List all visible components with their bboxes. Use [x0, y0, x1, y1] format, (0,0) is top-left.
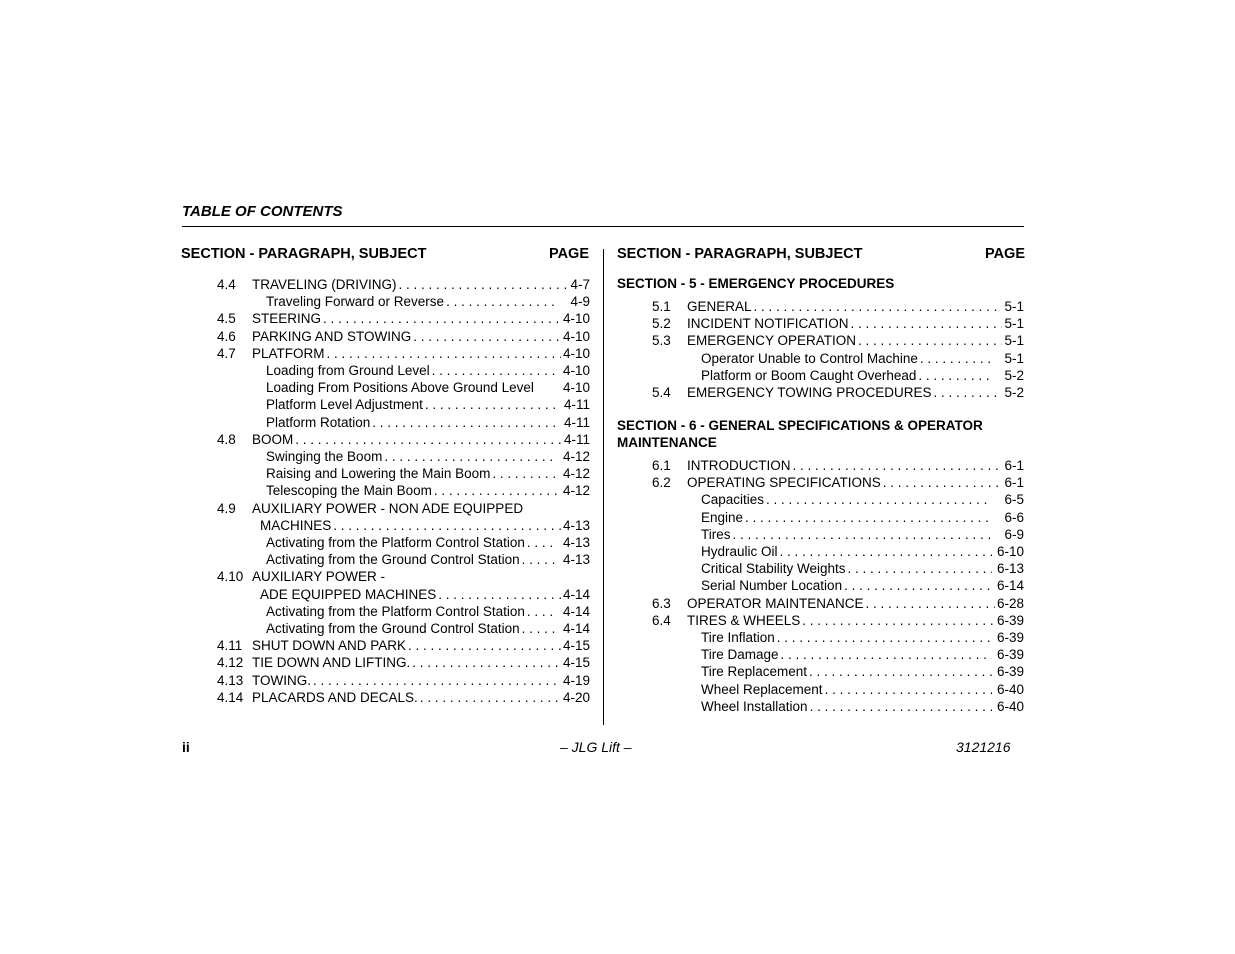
entry-title: Tire Damage [701, 647, 779, 663]
entry-page: 4-13 [562, 552, 590, 568]
toc-entry[interactable] [652, 298, 1024, 315]
toc-entry[interactable] [652, 384, 1024, 401]
entry-number: 6.3 [652, 595, 671, 611]
dot-leader [384, 448, 558, 465]
entry-title: GENERAL [687, 299, 752, 314]
entry-title: Telescoping the Main Boom [266, 483, 432, 499]
dot-leader [333, 517, 561, 534]
toc-entry[interactable] [217, 431, 590, 448]
entry-page: 4-15 [562, 638, 590, 654]
footer-doc-number: 3121216 [956, 739, 1011, 755]
entry-title: Serial Number Location [701, 578, 843, 594]
entry-page: 4-7 [570, 277, 590, 292]
entry-title: Operator Unable to Control Machine [701, 350, 918, 366]
dot-leader [777, 629, 992, 646]
entry-title: Loading from Ground Level [266, 363, 430, 378]
dot-leader [522, 551, 558, 568]
entry-page: 6-1 [1004, 458, 1024, 473]
dot-leader [793, 457, 1003, 474]
dot-leader [327, 345, 561, 362]
entry-title: TIE DOWN AND LIFTING. [252, 655, 411, 671]
spacer [523, 500, 590, 517]
dot-leader [848, 560, 992, 577]
entry-title: AUXILIARY POWER - [252, 569, 386, 585]
dot-leader [295, 431, 562, 448]
entry-title: TOWING. [252, 672, 311, 688]
toc-entry[interactable] [217, 328, 590, 345]
entry-page: 4-10 [562, 328, 590, 344]
toc-entry[interactable] [217, 551, 590, 568]
dot-leader [527, 534, 558, 551]
toc-entry[interactable] [217, 310, 590, 327]
entry-title: Swinging the Boom [266, 449, 383, 464]
dot-leader [432, 362, 558, 379]
spacer [534, 379, 560, 396]
toc-entry[interactable] [652, 509, 1024, 526]
dot-leader [851, 315, 1003, 332]
entry-title: Tire Inflation [701, 630, 775, 645]
dot-leader [745, 509, 992, 526]
subject-header: SECTION - PARAGRAPH, SUBJECT [617, 246, 863, 262]
dot-leader [522, 620, 558, 637]
entry-page: 4-11 [563, 397, 590, 413]
entry-title: PLACARDS AND DECALS. [252, 689, 418, 705]
entry-page: 4-10 [562, 311, 590, 327]
toc-entry[interactable] [217, 672, 590, 689]
entry-page: 4-20 [562, 689, 590, 705]
entry-number: 5.3 [652, 333, 671, 349]
dot-leader [323, 310, 561, 327]
toc-entry[interactable] [652, 491, 1024, 508]
entry-number: 4.7 [217, 345, 236, 361]
entry-page: 4-10 [562, 363, 590, 378]
toc-entry[interactable] [217, 276, 590, 293]
dot-leader [412, 654, 561, 671]
toc-entry[interactable] [217, 345, 590, 362]
entry-page: 4-14 [562, 603, 590, 619]
entry-page: 6-39 [996, 664, 1024, 680]
entry-page: 6-9 [1004, 526, 1024, 542]
left-column-header [181, 246, 589, 264]
dot-leader [527, 603, 558, 620]
dot-leader [754, 298, 1003, 315]
toc-entry[interactable] [217, 379, 590, 396]
toc-entry[interactable] [217, 517, 590, 534]
dot-leader [883, 474, 1003, 491]
entry-number: 4.4 [217, 277, 236, 292]
entry-title: Traveling Forward or Reverse [266, 294, 445, 310]
entry-title: Wheel Installation [701, 698, 808, 714]
entry-page: 6-39 [996, 647, 1024, 663]
dot-leader [425, 396, 558, 413]
toc-entry[interactable] [652, 646, 1024, 663]
dot-leader [420, 689, 561, 706]
entry-page: 4-11 [563, 431, 590, 447]
entry-title: EMERGENCY TOWING PROCEDURES [687, 385, 932, 400]
entry-title: INTRODUCTION [687, 458, 791, 473]
entry-page: 6-5 [1004, 492, 1024, 508]
entry-title: EMERGENCY OPERATION [687, 333, 857, 349]
toc-entry[interactable] [652, 315, 1024, 332]
entry-title: Activating from the Ground Control Station [266, 552, 520, 568]
toc-entry[interactable] [652, 595, 1024, 612]
toc-entry[interactable] [217, 568, 590, 585]
footer-page-number: ii [182, 739, 190, 755]
toc-entry[interactable] [652, 474, 1024, 491]
toc-entry[interactable] [217, 689, 590, 706]
page-title: TABLE OF CONTENTS [182, 203, 343, 220]
spacer [385, 568, 590, 585]
toc-entry[interactable] [217, 396, 590, 413]
entry-title: Activating from the Ground Control Station [266, 621, 520, 636]
entry-page: 6-14 [996, 578, 1024, 594]
dot-leader [372, 414, 558, 431]
entry-page: 6-28 [996, 595, 1024, 611]
entry-page: 6-6 [1004, 509, 1024, 525]
entry-title: Activating from the Platform Control Station [266, 603, 525, 619]
toc-entry[interactable] [217, 362, 590, 379]
entry-number: 4.10 [217, 569, 244, 585]
entry-title: OPERATOR MAINTENANCE [687, 595, 864, 611]
column-divider [603, 249, 604, 725]
dot-leader [802, 612, 995, 629]
subject-header: SECTION - PARAGRAPH, SUBJECT [181, 246, 427, 262]
toc-entry[interactable] [217, 654, 590, 671]
toc-entry[interactable] [217, 414, 590, 431]
dot-leader [492, 465, 558, 482]
dot-leader [408, 637, 561, 654]
dot-leader [766, 491, 992, 508]
right-column-header [617, 246, 1025, 264]
entry-number: 5.2 [652, 316, 671, 332]
dot-leader [434, 482, 558, 499]
dot-leader [844, 577, 992, 594]
dot-leader [733, 526, 993, 543]
entry-page: 6-1 [1004, 475, 1024, 491]
dot-leader [446, 293, 558, 310]
entry-page: 4-14 [562, 621, 590, 636]
entry-number: 4.8 [217, 431, 236, 447]
toc-entry[interactable] [652, 629, 1024, 646]
entry-page: 6-13 [996, 561, 1024, 577]
entry-title: Critical Stability Weights [701, 561, 846, 577]
entry-number: 5.1 [652, 299, 671, 314]
toc-entry[interactable] [217, 448, 590, 465]
dot-leader [780, 543, 992, 560]
entry-number: 6.4 [652, 612, 671, 628]
toc-entry[interactable] [652, 526, 1024, 543]
entry-title: PLATFORM [252, 345, 325, 361]
entry-title: Capacities [701, 492, 765, 508]
entry-number: 6.1 [652, 458, 671, 473]
entry-title: Loading From Positions Above Ground Level [266, 380, 534, 396]
toc-entry[interactable] [217, 500, 590, 517]
dot-leader [866, 595, 995, 612]
dot-leader [920, 350, 992, 367]
toc-entry[interactable] [217, 603, 590, 620]
toc-entry[interactable] [652, 698, 1024, 715]
dot-leader [781, 646, 992, 663]
dot-leader [399, 276, 569, 293]
entry-page: 4-10 [562, 345, 590, 361]
dot-leader [809, 663, 992, 680]
dot-leader [858, 332, 1002, 349]
footer-publisher: – JLG Lift – [560, 739, 632, 755]
entry-page: 5-1 [1004, 299, 1024, 314]
entry-title: OPERATING SPECIFICATIONS [687, 475, 881, 491]
toc-entry[interactable] [652, 560, 1024, 577]
toc-entry[interactable] [652, 612, 1024, 629]
dot-leader [413, 328, 561, 345]
page-header: PAGE [984, 246, 1025, 262]
entry-title: STEERING [252, 311, 322, 327]
toc-entry[interactable] [652, 681, 1024, 698]
entry-number: 4.5 [217, 311, 236, 327]
entry-title: TRAVELING (DRIVING) [252, 277, 397, 292]
toc-entry[interactable] [217, 620, 590, 637]
entry-number: 5.4 [652, 385, 671, 400]
toc-entry[interactable] [652, 457, 1024, 474]
dot-leader [438, 586, 561, 603]
dot-leader [934, 384, 1003, 401]
entry-page: 4-10 [562, 380, 590, 396]
toc-entry[interactable] [217, 482, 590, 499]
entry-page: 6-39 [996, 630, 1024, 645]
entry-page: 4-13 [562, 535, 590, 550]
entry-number: 4.6 [217, 328, 236, 344]
dot-leader [825, 681, 992, 698]
entry-page: 5-2 [1004, 385, 1024, 400]
entry-page: 6-40 [996, 681, 1024, 697]
toc-entry[interactable] [217, 637, 590, 654]
entry-number: 4.11 [217, 638, 243, 654]
header-rule [182, 226, 1024, 227]
entry-page: 4-12 [562, 449, 590, 464]
entry-title: Raising and Lowering the Main Boom [266, 466, 491, 482]
toc-entry[interactable] [652, 577, 1024, 594]
entry-number: 4.13 [217, 672, 244, 688]
entry-title: Tires [701, 526, 731, 542]
entry-page: 4-12 [562, 483, 590, 499]
entry-page: 4-12 [562, 466, 590, 482]
toc-entry[interactable] [652, 543, 1024, 560]
section-6-heading: SECTION - 6 - GENERAL SPECIFICATIONS & OPERATOR MAINTENANCE [617, 418, 983, 450]
toc-entry[interactable] [217, 293, 590, 310]
entry-page: 6-10 [996, 544, 1024, 559]
entry-title: Hydraulic Oil [701, 544, 778, 559]
entry-title: PARKING AND STOWING [252, 328, 412, 344]
entry-page: 5-1 [1004, 316, 1024, 332]
entry-title: SHUT DOWN AND PARK [252, 638, 407, 654]
entry-number: 4.9 [217, 500, 236, 516]
entry-title: MACHINES [260, 517, 332, 533]
dot-leader [918, 367, 992, 384]
entry-title: BOOM [252, 431, 294, 447]
entry-title: AUXILIARY POWER - NON ADE EQUIPPED [252, 500, 524, 516]
entry-title: INCIDENT NOTIFICATION [687, 316, 849, 332]
entry-title: Engine [701, 509, 744, 525]
entry-page: 4-15 [562, 655, 590, 671]
page-header: PAGE [548, 246, 589, 262]
toc-entry[interactable] [217, 534, 590, 551]
entry-page: 4-9 [570, 294, 590, 310]
entry-title: Platform or Boom Caught Overhead [701, 367, 917, 383]
entry-title: Platform Level Adjustment [266, 397, 423, 413]
entry-title: TIRES & WHEELS [687, 612, 801, 628]
toc-entry[interactable] [217, 586, 590, 603]
entry-number: 4.14 [217, 689, 244, 705]
toc-entry[interactable] [652, 350, 1024, 367]
entry-page: 6-39 [996, 612, 1024, 628]
entry-title: ADE EQUIPPED MACHINES [260, 586, 437, 602]
entry-page: 4-13 [562, 517, 590, 533]
entry-number: 4.12 [217, 655, 244, 671]
dot-leader [810, 698, 992, 715]
entry-title: Platform Rotation [266, 414, 371, 430]
toc-entry[interactable] [652, 367, 1024, 384]
dot-leader [313, 672, 561, 689]
entry-page: 6-40 [996, 698, 1024, 714]
entry-title: Activating from the Platform Control Station [266, 535, 525, 550]
entry-page: 5-1 [1004, 350, 1024, 366]
toc-entry[interactable] [217, 465, 590, 482]
entry-title: Wheel Replacement [701, 681, 823, 697]
toc-entry[interactable] [652, 663, 1024, 680]
entry-number: 6.2 [652, 475, 671, 491]
section-5-heading: SECTION - 5 - EMERGENCY PROCEDURES [617, 276, 895, 291]
entry-title: Tire Replacement [701, 664, 808, 680]
entry-page: 4-11 [563, 414, 590, 430]
entry-page: 4-14 [562, 586, 590, 602]
entry-page: 5-2 [1004, 367, 1024, 383]
entry-page: 5-1 [1004, 333, 1024, 349]
toc-entry[interactable] [652, 332, 1024, 349]
entry-page: 4-19 [562, 672, 590, 688]
